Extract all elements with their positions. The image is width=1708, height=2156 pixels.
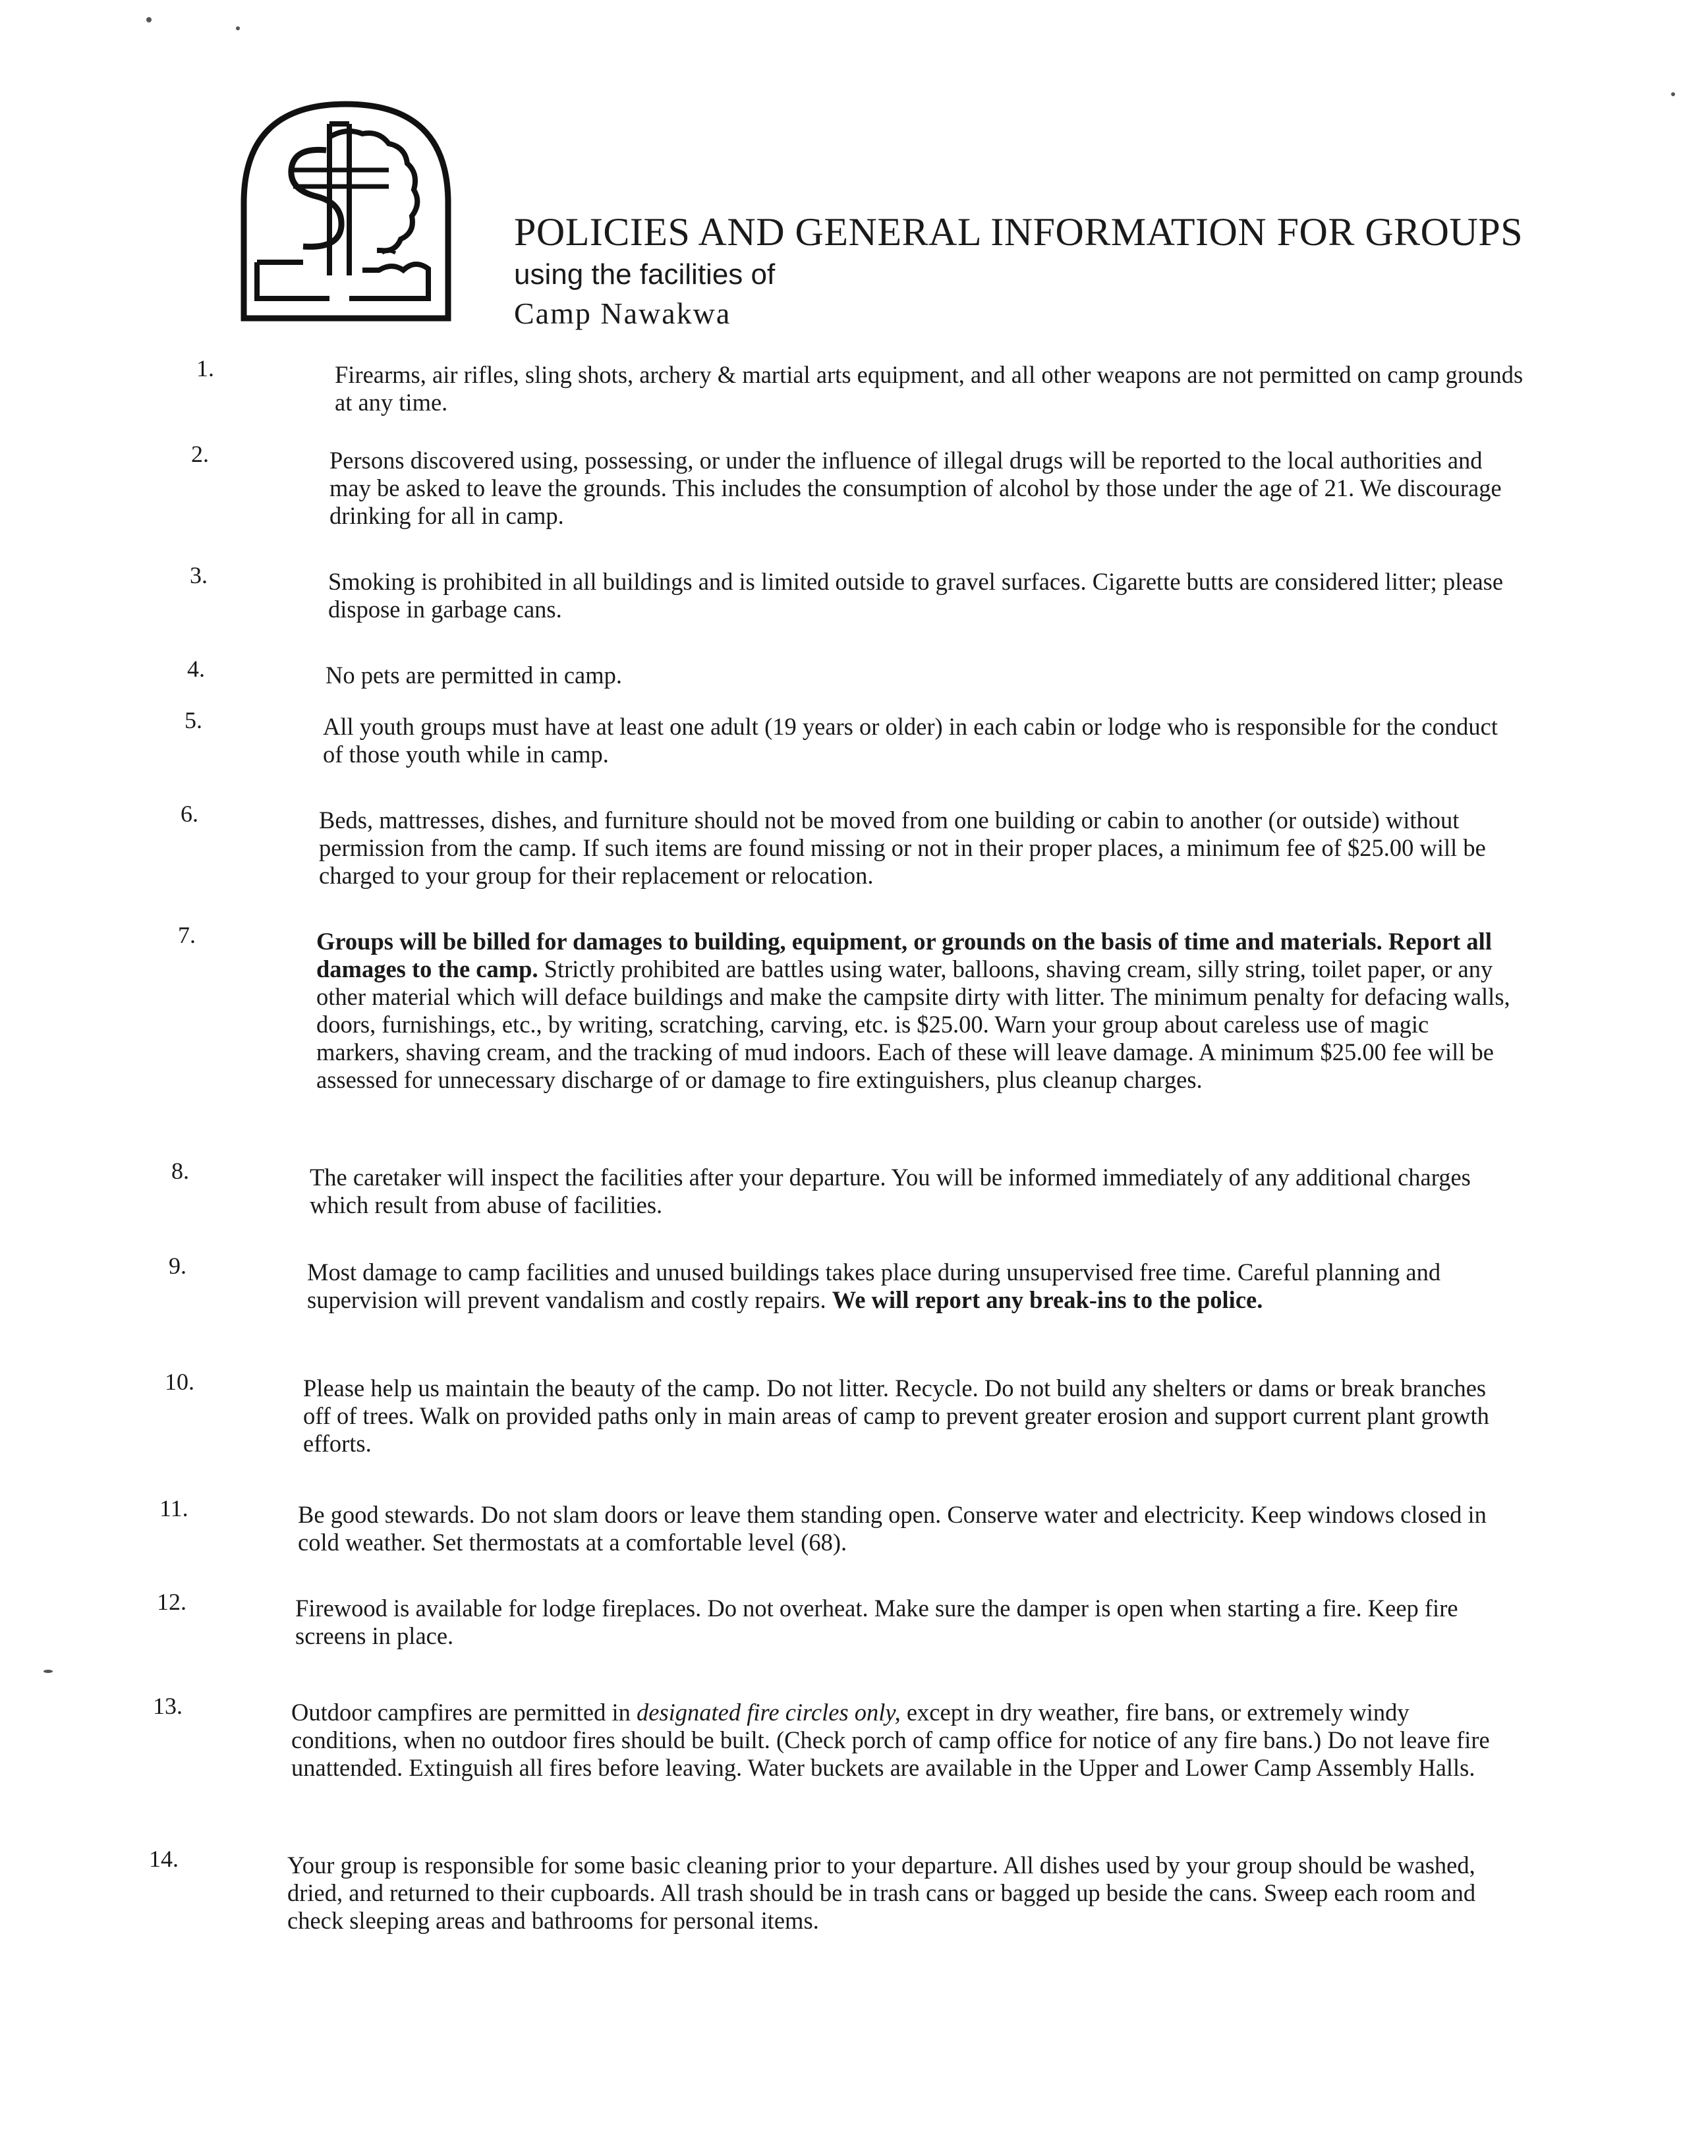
item-text: All youth groups must have at least one adult (19 years or older) in each cabin or lodge who is responsible for the conduct of those youth while in camp. [323,713,1498,768]
policy-item-12 [157,1589,1494,1650]
item-number: 10. [165,1369,194,1395]
item-text: Firewood is available for lodge fireplaces. Do not overheat. Make sure the damper is open when starting a fire. Keep fire screens in place. [295,1595,1458,1649]
camp-name: Camp Nawakwa [514,297,731,330]
camp-cross-logo-icon [231,98,461,322]
item-text: Firearms, air rifles, sling shots, archery & martial arts equipment, and all other weapons are not permitted on camp grounds at any time. [335,361,1523,416]
item-text: except in dry weather, fire bans, or extremely windy conditions, when no outdoor fires should be built. (Check porch of camp office for notice of any fire bans.) Do not leave fire unattended. Extinguish all fires before leaving. Water buckets are available in the Upper and Lower Camp Assembly Halls. [291,1699,1490,1781]
scan-speck [1671,92,1675,96]
item-bold-text: We will report any break-ins to the police. [832,1286,1263,1313]
document-header [514,208,1674,332]
page-title: POLICIES AND GENERAL INFORMATION FOR GROUPS [514,210,1523,254]
item-number: 2. [191,441,209,467]
policy-item-6 [181,801,1518,890]
item-text: Smoking is prohibited in all buildings and is limited outside to gravel surfaces. Cigarette butts are considered litter; please dispose in garbage cans. [328,568,1504,623]
scan-speck [146,17,152,22]
item-text: Strictly prohibited are battles using water, balloons, shaving cream, silly string, toilet paper, or any other material which will deface buildings and make the campsite dirty with litter. The minimum penalty for defacing walls, doors, furnishings, etc., by writing, scratching, carving, etc. is $25.00. Warn your group about careless use of magic markers, shaving cream, and the tracking of mud indoors. Each of these will leave damage. A minimum $25.00 fee will be assessed for unnecessary discharge of or damage to fire extinguishers, plus cleanup charges. [316,955,1510,1093]
policy-item-13 [153,1693,1491,1782]
scan-speck [43,1670,53,1673]
policy-item-11 [159,1495,1497,1556]
policy-item-7 [178,922,1516,1094]
policy-item-14 [149,1846,1487,1935]
item-number: 3. [190,562,208,588]
item-number: 12. [157,1589,186,1615]
item-text: The caretaker will inspect the facilities after your departure. You will be informed immediately of any additional charges which result from abuse of facilities. [310,1164,1471,1218]
policy-item-10 [165,1369,1502,1458]
item-text: No pets are permitted in camp. [326,662,623,689]
item-number: 6. [181,801,198,827]
item-text: Persons discovered using, possessing, or under the influence of illegal drugs will be reported to the local authorities and may be asked to leave the grounds. This includes the consumption of alcohol by those under the age of 21. We discourage drinking for all in camp. [329,447,1502,529]
item-number: 1. [196,355,214,382]
scan-speck [236,26,240,30]
item-number: 7. [178,922,196,948]
item-text: Please help us maintain the beauty of the camp. Do not litter. Recycle. Do not build any shelters or dams or break branches off of trees. Walk on provided paths only in main areas of camp to prevent greater erosion and support current plant growth efforts. [303,1375,1489,1457]
policy-item-9 [169,1253,1506,1314]
item-number: 14. [149,1846,179,1872]
item-number: 13. [153,1693,183,1719]
item-text: Most damage to camp facilities and unused buildings takes place during unsupervised free time. Careful planning and supervision will prevent vandalism and costly repairs. [307,1259,1441,1313]
item-text: Your group is responsible for some basic cleaning prior to your departure. All dishes used by your group should be washed, dried, and returned to their cupboards. All trash should be in trash cans or bagged up beside the cans. Sweep each room and check sleeping areas and bathrooms for personal items. [287,1852,1476,1934]
item-italic-text: designated fire circles only, [637,1699,901,1726]
item-text: Beds, mattresses, dishes, and furniture should not be moved from one building or cabin to another (or outside) without permission from the camp. If such items are found missing or not in their proper places, a minimum fee of $25.00 will be charged to your group for their replacement or relocation. [319,807,1486,889]
item-text: Be good stewards. Do not slam doors or leave them standing open. Conserve water and electricity. Keep windows closed in cold weather. Set thermostats at a comfortable level (68). [298,1501,1487,1556]
item-number: 11. [159,1495,188,1521]
item-bold-text: Groups will be billed for damages to building, equipment, or grounds on the basis of time and materials. Report all damages to the camp. [316,928,1492,982]
item-number: 5. [185,707,202,733]
policy-item-4 [187,656,1525,689]
item-number: 4. [187,656,205,682]
policy-item-2 [191,441,1529,530]
policy-item-5 [185,707,1522,768]
item-number: 8. [171,1158,189,1184]
page-subtitle: using the facilities of [514,258,776,291]
policy-item-8 [171,1158,1509,1219]
policy-item-3 [190,562,1527,623]
item-text-before: Outdoor campfires are permitted in [291,1699,631,1726]
policy-item-1 [196,355,1534,416]
item-number: 9. [169,1253,186,1279]
